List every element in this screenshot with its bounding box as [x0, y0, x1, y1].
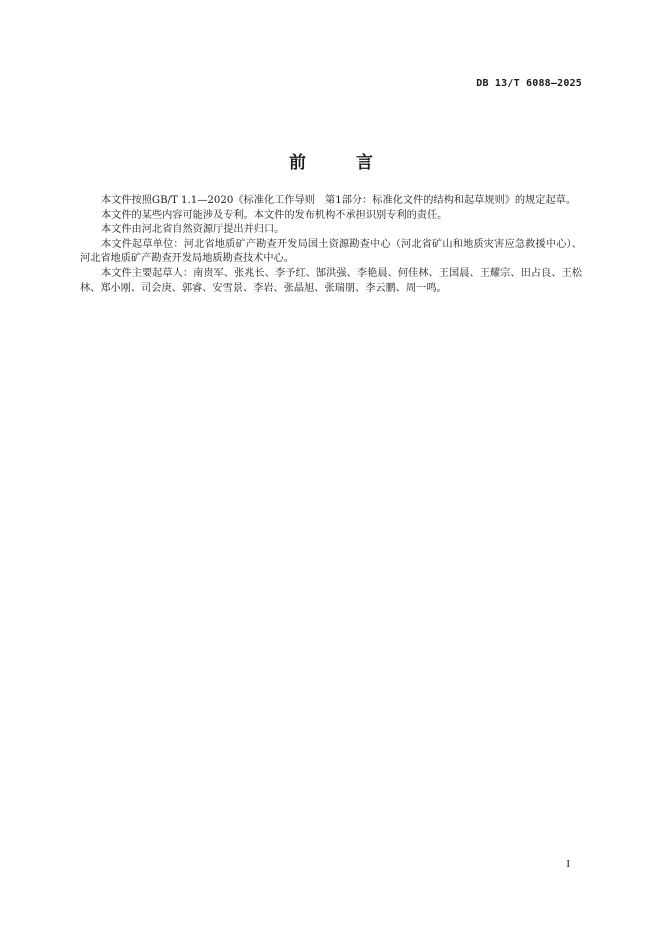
foreword-body	[80, 194, 582, 296]
paragraph-proposer: 本文件由河北省自然资源厅提出并归口。	[101, 224, 285, 236]
page-title: 前 言	[289, 153, 395, 173]
paragraph-drafting-rules: 本文件按照GB/T 1.1—2020《标准化工作导则 第1部分：标准化文件的结构和起草规则》的规定起草。	[101, 195, 577, 206]
paragraph-drafters: 本文件主要起草人：南贵军、张兆长、李予红、郜洪强、李艳晨、何佳林、王国晨、王耀宗、田占良、王松林、郑小刚、司会庚、郭睿、安雪景、李岩、张晶旭、张瑞朋、李云鹏、周一鸣。	[80, 267, 582, 294]
document-id: DB 13/T 6088—2025	[476, 78, 582, 89]
page-number: I	[566, 858, 570, 870]
paragraph-patent-notice: 本文件的某些内容可能涉及专利。本文件的发布机构不承担识别专利的责任。	[101, 209, 448, 221]
paragraph-drafting-units: 本文件起草单位：河北省地质矿产勘查开发局国土资源勘查中心（河北省矿山和地质灾害应急救援中心）、河北省地质矿产勘查开发局地质勘查技术中心。	[80, 238, 582, 265]
